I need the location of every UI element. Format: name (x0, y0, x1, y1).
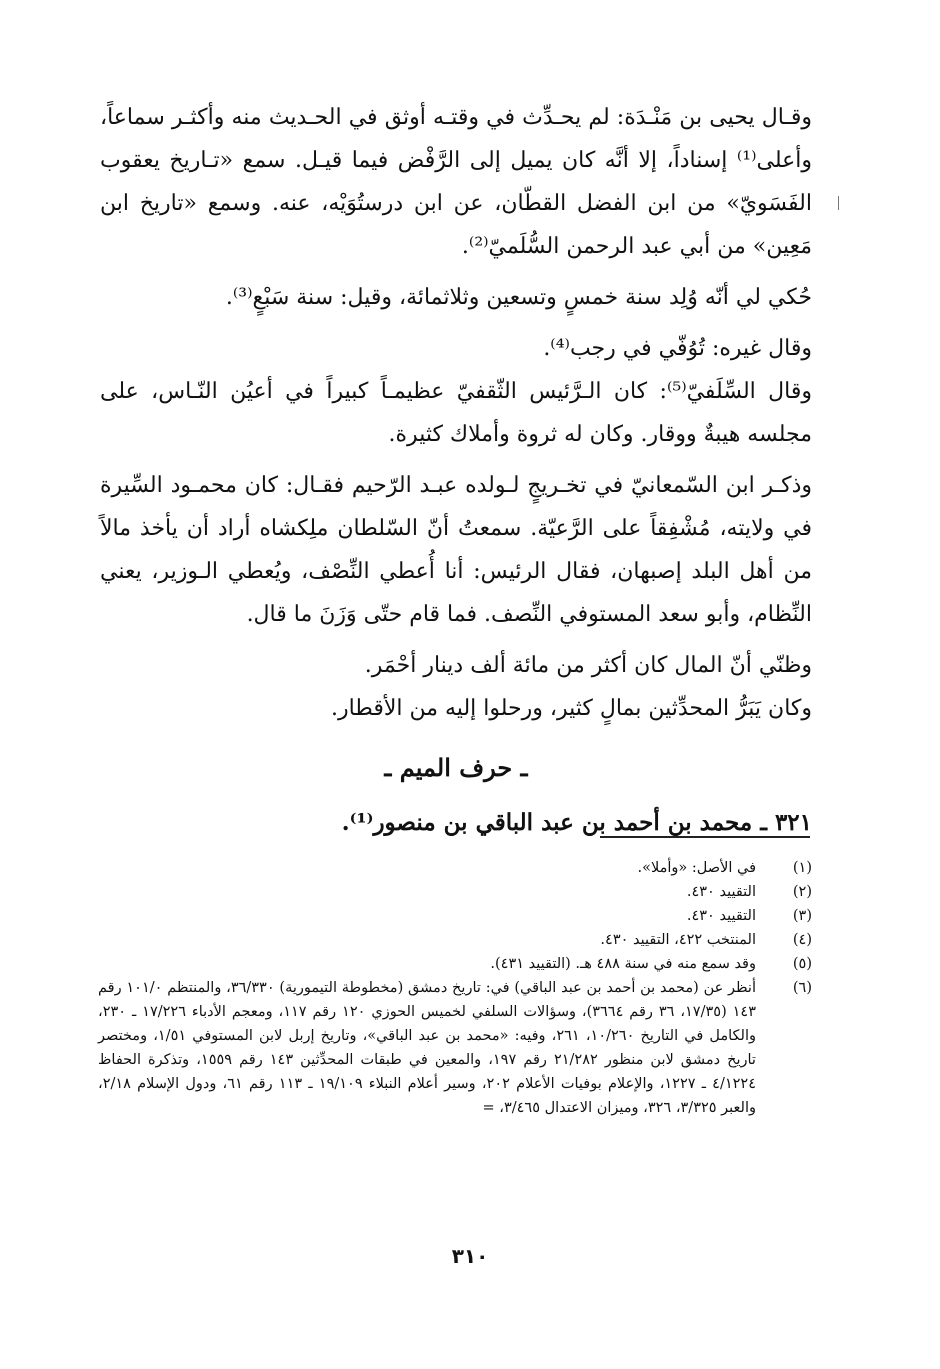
footnote-text: التقييد ٤٣٠. (686, 884, 756, 900)
footnote-number: (٤) (792, 932, 812, 948)
footnote (98, 856, 812, 880)
footnote-text: في الأصل: «وأملا». (637, 860, 756, 876)
footnote-number: (١) (792, 860, 812, 876)
paragraph-death: وقال غيره: تُوُفّي في رجب⁽⁴⁾. (543, 336, 812, 361)
footnote (98, 880, 812, 904)
paragraph-muhaddithin: وكان يَبَرُّ المحدِّثين بمالٍ كثير، ورحلوا إليه من الأقطار. (330, 696, 812, 721)
footnote-text: المنتخب ٤٢٢، التقييد ٤٣٠. (600, 932, 756, 948)
paragraph-samani: وذكـر ابن السّمعانيّ في تخـريجٍ لـولده عبـد الرّحيم فقـال: كان محمـود السِّيرة في ولايته، مُشْفِقاً على الرَّعيّة. سمعتُ أنّ السّلطان ملِكشاه أراد أن يأخذ مالاً من أهل البلد إصبهان، فقال الرئيس: أنا أُعطي النِّصْف، ويُعطي الـوزير، يعني النِّظام، وأبو سعد المستوفي النِّصف. فما قام حتّى وَزَنَ ما قال. (100, 473, 812, 627)
footnote-text: التقييد ٤٣٠. (686, 908, 756, 924)
footnote (98, 952, 812, 976)
paragraph-wealth: وظنّي أنّ المال كان أكثر من مائة ألف دينار أحْمَر. (364, 653, 812, 678)
footnote (98, 928, 812, 952)
page-number: ٣١٠ (451, 1244, 489, 1268)
footnote-divider (600, 836, 810, 838)
footnotes (98, 856, 812, 1120)
footnote-number: (٢) (792, 884, 812, 900)
footnote (98, 976, 812, 1120)
margin-mark (838, 196, 839, 210)
entry-heading: ٣٢١ ـ محمد بن أحمد بن عبد الباقي بن منصور⁽¹⁾. (341, 809, 812, 836)
footnote-number: (٦) (792, 980, 812, 996)
paragraph-birth: حُكي لي أنّه وُلِد سنة خمسٍ وتسعين وثلاثمائة، وقيل: سنة سَبْعٍ⁽³⁾. (225, 285, 812, 310)
footnote-text: أنظر عن (محمد بن أحمد بن عبد الباقي) في: تاريخ دمشق (مخطوطة التيمورية) ٣٦/٣٣٠، والمنتظم ١٠١/٠ رقم ١٤٣ (١٧/٣٥، ٣٦ رقم ٣٦٦٤)، وسؤالات السلفي لخميس الحوزي ١٢٠ رقم ١١٧، ومعجم الأدباء ١٧/٢٢٦ ـ ٢٣٠، والكامل في التاريخ ١٠/٢٦٠، ٢٦١، وفيه: «محمد بن عبد الباقي»، وتاريخ إربل لابن المستوفي ١/٥١، ومختصر تاريخ دمشق لابن منظور ٢١/٢٨٢ رقم ١٩٧، والمعين في طبقات المحدِّثين ١٤٣ رقم ١٥٥٩، وتذكرة الحفاظ ٤/١٢٢٤ ـ ١٢٢٧، والإعلام بوفيات الأعلام ٢٠٢، وسير أعلام النبلاء ١٩/١٠٩ ـ ١١٣ رقم ٦١، ودول الإسلام ٢/١٨، والعبر ٣/٣٢٥، ٣٢٦، وميزان الاعتدال ٣/٤٦٥، = (98, 980, 757, 1116)
paragraph-yahya-ibn-manda: وقـال يحيى بن مَنْـدَة: لم يحـدِّث في وقتـه أوثق في الحـديث منه وأكثـر سماعاً، وأعلى⁽¹⁾ إسناداً، إلا أنَّه كان يميل إلى الرَّفْض فيما قيـل. سمع «تـاريخ يعقوب الفَسَويّ» من ابن الفضل القطّان، عن ابن درستُوَيْه، عنه. وسمع «تاريخ ابن مَعِين» من أبي عبد الرحمن السُّلَميّ⁽²⁾. (100, 105, 812, 259)
main-text (100, 96, 812, 846)
paragraph-silafi: وقال السِّلَفيّ⁽⁵⁾: كان الـرَّئيس الثّقفيّ عظيمـاً كبيراً في أعيُن النّـاس، على مجلسه هيبةٌ ووقار. وكان له ثروة وأملاك كثيرة. (100, 379, 812, 447)
footnote-number: (٥) (792, 956, 812, 972)
footnote (98, 904, 812, 928)
footnote-number: (٣) (792, 908, 812, 924)
footnote-text: وقد سمع منه في سنة ٤٨٨ هـ. (التقييد ٤٣١). (490, 956, 756, 972)
section-heading: ـ حرف الميم ـ (384, 753, 528, 782)
